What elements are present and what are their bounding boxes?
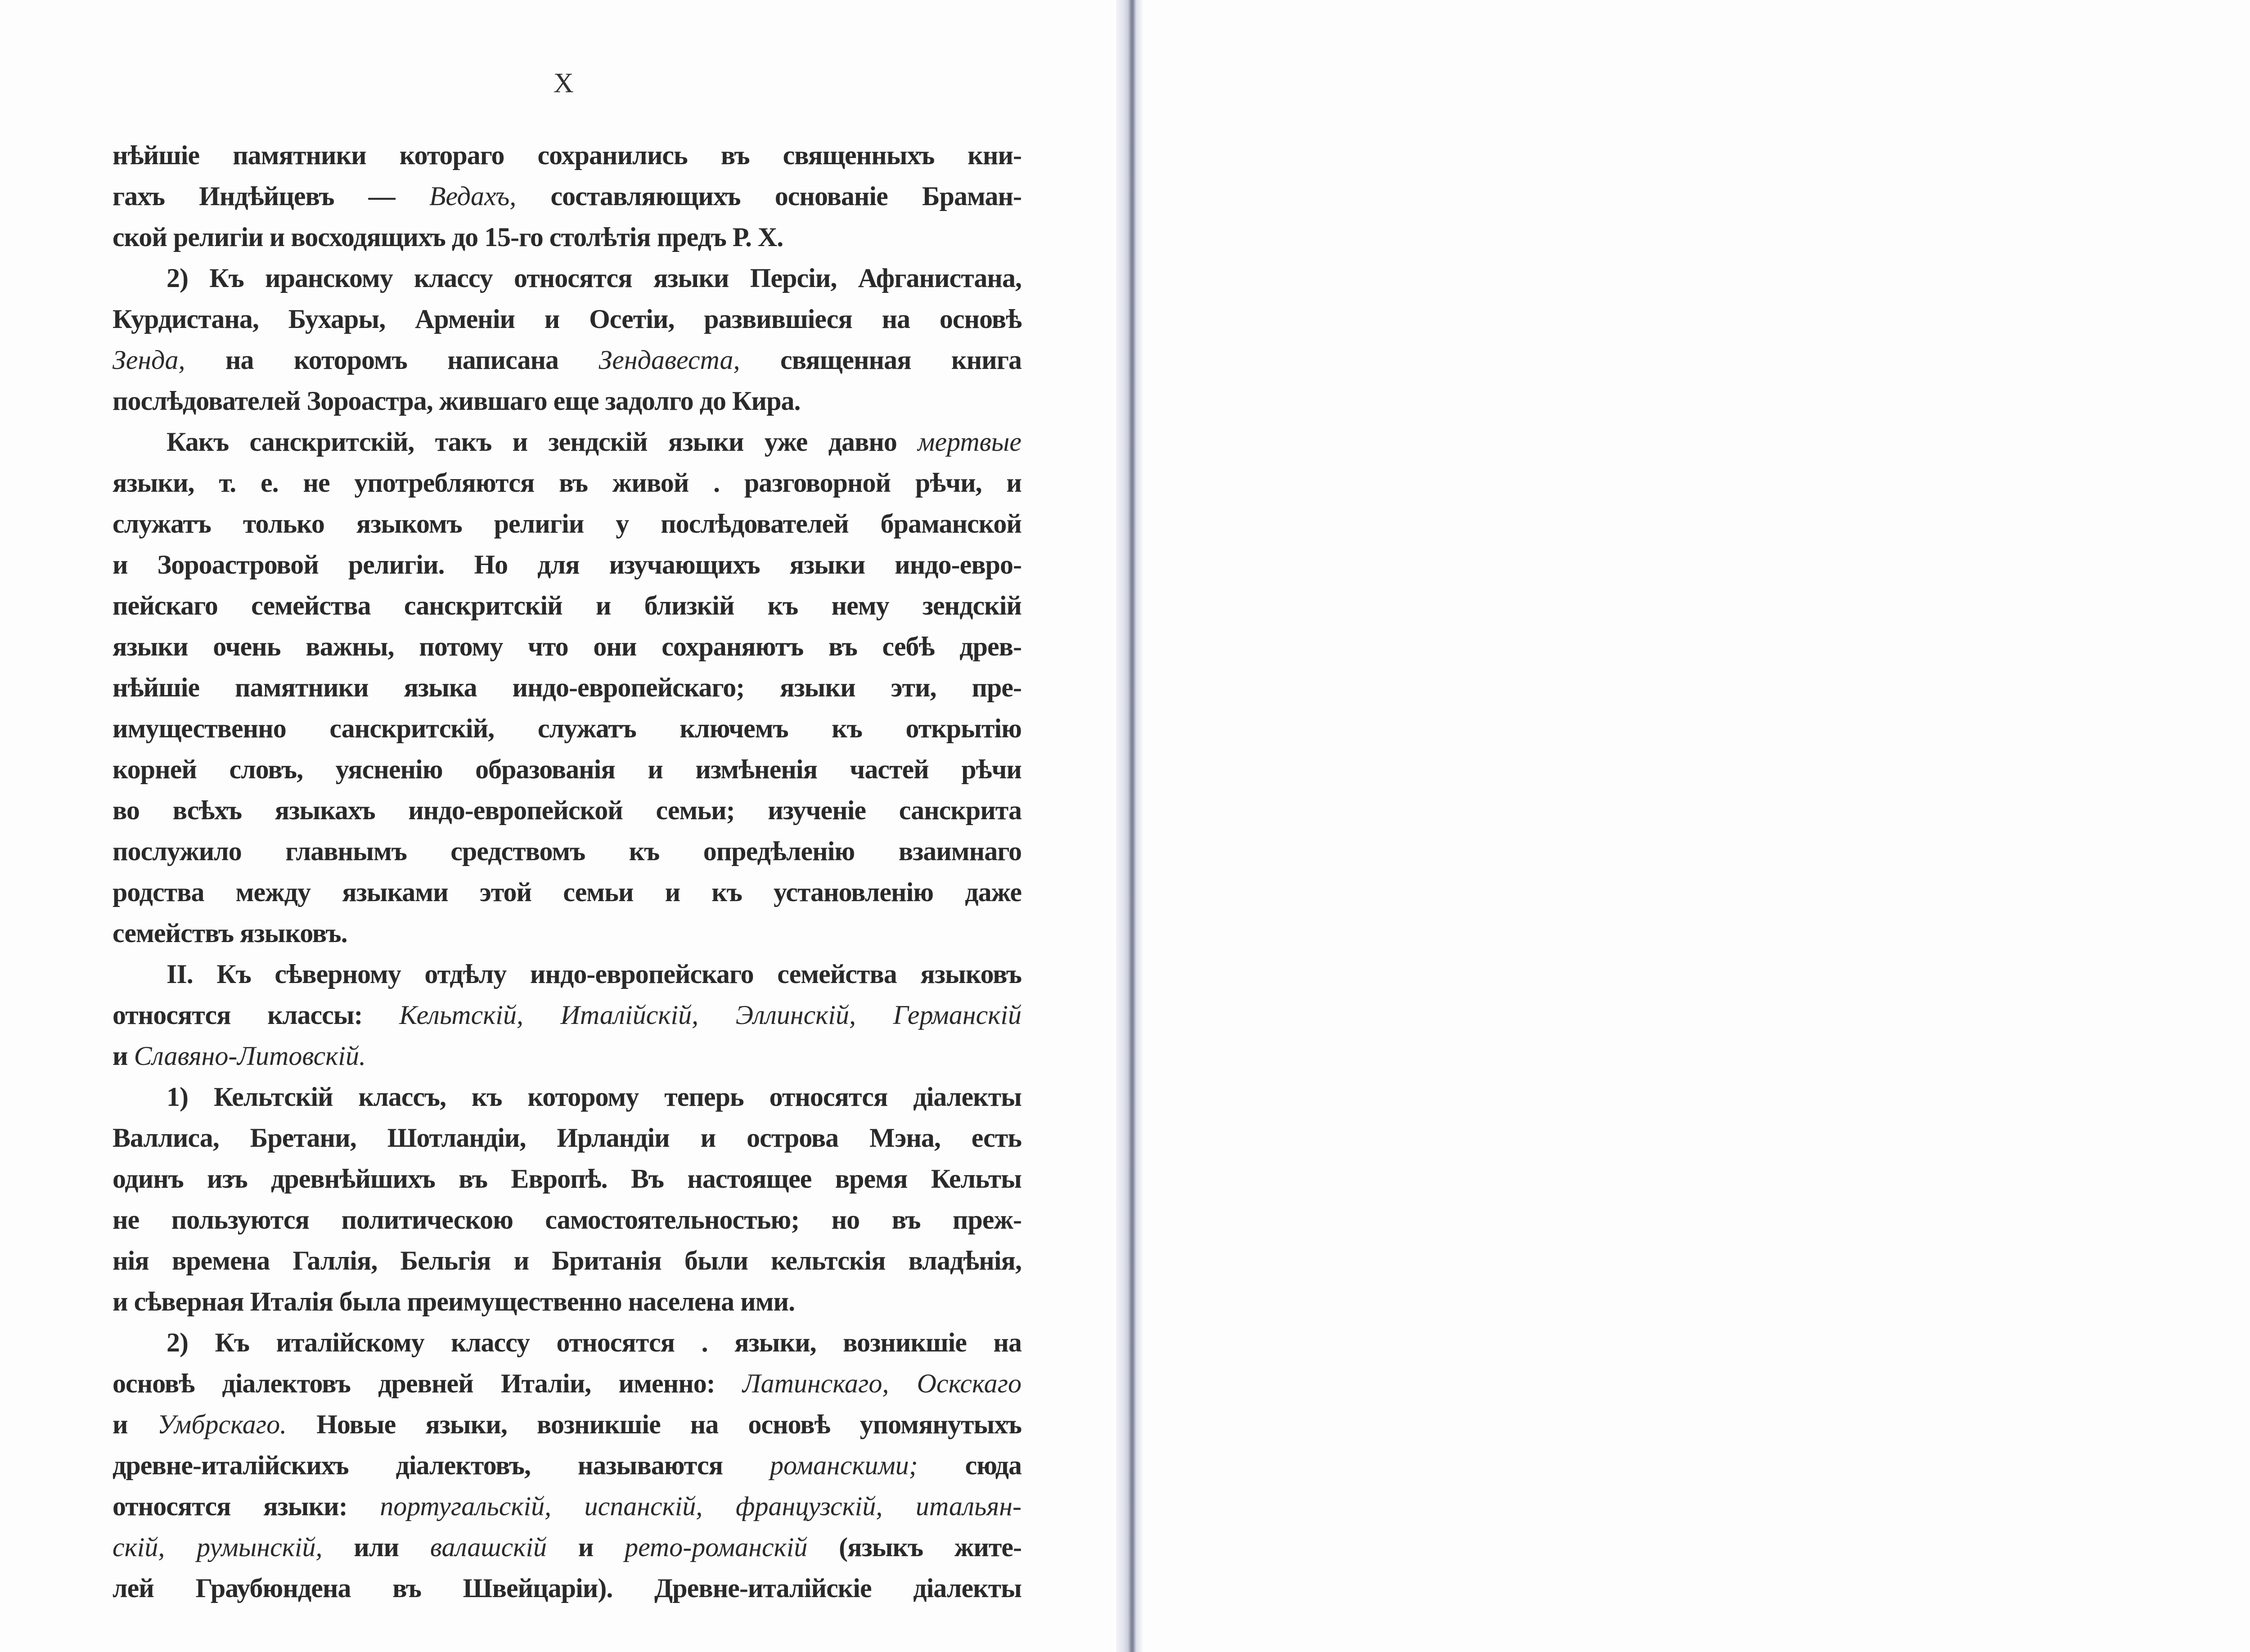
text-run: Валлиса, Бретани, Шотландіи, Ирландіи и острова Мэна, есть xyxy=(112,1123,1022,1153)
text-line-content xyxy=(112,1568,1022,1609)
text-line xyxy=(112,667,1022,708)
text-line-content xyxy=(112,790,1022,831)
text-run: или xyxy=(322,1532,430,1562)
text-line-content xyxy=(112,1445,1022,1486)
italic-term: португальскій, испанскій, французскій, итальян- xyxy=(380,1491,1022,1521)
text-run: Новые языки, возникшіе на основѣ упомянутыхъ xyxy=(287,1410,1022,1439)
text-line-content xyxy=(112,462,1022,503)
text-run: пейскаго семейства санскритскій и близкій къ нему зендскій xyxy=(112,591,1022,620)
text-line xyxy=(112,1527,1022,1568)
text-run: и xyxy=(112,1041,134,1071)
text-line-content xyxy=(112,135,1022,176)
text-line xyxy=(112,1036,1022,1077)
text-line xyxy=(112,135,1022,176)
text-line xyxy=(112,790,1022,831)
text-run: и Зороастровой религіи. Но для изучающихъ языки индо-евро- xyxy=(112,550,1022,579)
text-line-content xyxy=(112,585,1022,626)
text-line-content xyxy=(166,258,1022,299)
text-run: относятся языки: xyxy=(112,1491,380,1521)
italic-term: валашскій xyxy=(430,1532,547,1562)
text-line xyxy=(112,1445,1022,1486)
text-line-content xyxy=(112,1363,1022,1404)
text-line-content xyxy=(112,667,1022,708)
text-line xyxy=(112,1322,1022,1363)
text-line xyxy=(112,1568,1022,1609)
text-run: относятся классы: xyxy=(112,1000,400,1030)
text-line-content xyxy=(112,544,1022,585)
text-run: священная книга xyxy=(740,345,1022,375)
text-run: послѣдователей Зороастра, жившаго еще задолго до Кира. xyxy=(112,386,801,416)
text-line-content xyxy=(112,1281,1022,1322)
text-line xyxy=(112,1240,1022,1281)
text-run: и сѣверная Италія была преимущественно населена ими. xyxy=(112,1287,795,1316)
italic-term: Зендавеста, xyxy=(598,345,740,375)
text-line-content xyxy=(112,995,1022,1036)
text-run: семействъ языковъ. xyxy=(112,918,347,948)
italic-term: Латинскаго, Оскскаго xyxy=(742,1369,1022,1398)
text-line xyxy=(112,749,1022,790)
text-run: и xyxy=(547,1532,625,1562)
text-line-content xyxy=(166,422,1022,462)
text-line xyxy=(112,340,1022,381)
text-line-content xyxy=(112,176,1022,217)
text-run: гахъ Индѣйцевъ — xyxy=(112,181,429,211)
text-run: служатъ только языкомъ религіи у послѣдователей браманской xyxy=(112,509,1022,539)
text-line-content xyxy=(112,1527,1022,1568)
text-run: нѣйшіе памятники языка индо-европейскаго; языки эти, пре- xyxy=(112,673,1022,702)
italic-term: Умбрскаго. xyxy=(157,1410,287,1439)
text-run: не пользуются политическою самостоятельностью; но въ преж- xyxy=(112,1205,1022,1235)
text-line xyxy=(112,1281,1022,1322)
text-line-content xyxy=(112,1486,1022,1527)
italic-term: Ведахъ, xyxy=(429,181,517,211)
text-run: составляющихъ основаніе Браман- xyxy=(516,181,1022,211)
text-line xyxy=(112,258,1022,299)
text-run: и xyxy=(112,1410,158,1439)
text-line-content xyxy=(112,381,1022,422)
text-run: II. Къ сѣверному отдѣлу индо-европейскаго семейства языковъ xyxy=(166,959,1022,989)
text-line-content xyxy=(112,340,1022,381)
text-line xyxy=(112,708,1022,749)
italic-term: Славяно-Литовскій. xyxy=(134,1041,366,1071)
text-run: 2) Къ италійскому классу относятся . языки, возникшіе на xyxy=(166,1328,1022,1357)
italic-term: Зенда, xyxy=(112,345,185,375)
text-run: родства между языками этой семьи и къ установленію даже xyxy=(112,877,1022,907)
book-spine xyxy=(1116,0,1143,1652)
text-line xyxy=(112,585,1022,626)
text-line-content xyxy=(112,872,1022,913)
text-run: 2) Къ иранскому классу относятся языки Персіи, Афганистана, xyxy=(166,263,1022,293)
right-page xyxy=(1138,0,2250,1652)
text-line-content xyxy=(112,913,1022,954)
text-run: одинъ изъ древнѣйшихъ въ Европѣ. Въ настоящее время Кельты xyxy=(112,1164,1022,1194)
text-run: нія времена Галлія, Бельгія и Британія были кельтскія владѣнія, xyxy=(112,1246,1022,1275)
text-run: во всѣхъ языкахъ индо-европейской семьи; изученіе санскрита xyxy=(112,795,1022,825)
text-line-content xyxy=(112,1240,1022,1281)
text-line xyxy=(112,995,1022,1036)
text-line xyxy=(112,1486,1022,1527)
italic-term: романскими; xyxy=(770,1450,918,1480)
text-run: 1) Кельтскій классъ, къ которому теперь относятся діалекты xyxy=(166,1082,1022,1112)
italic-term: Кельтскій, Италійскій, Эллинскій, Германскій xyxy=(399,1000,1022,1030)
text-run: послужило главнымъ средствомъ къ опредѣленію взаимнаго xyxy=(112,836,1022,866)
text-line-content xyxy=(112,1036,1022,1077)
text-line xyxy=(112,1404,1022,1445)
text-line xyxy=(112,1363,1022,1404)
text-line xyxy=(112,1158,1022,1199)
text-line-content xyxy=(112,831,1022,872)
text-run: языки, т. е. не употребляются въ живой . разговорной рѣчи, и xyxy=(112,468,1022,498)
text-line xyxy=(112,176,1022,217)
text-line xyxy=(112,462,1022,503)
text-line-content xyxy=(166,1077,1022,1118)
text-run: языки очень важны, потому что они сохраняютъ въ себѣ древ- xyxy=(112,632,1022,661)
text-line xyxy=(112,1118,1022,1158)
text-line-content xyxy=(112,1118,1022,1158)
text-line-content xyxy=(112,217,1022,258)
text-run: сюда xyxy=(918,1450,1022,1480)
text-run: основѣ діалектовъ древней Италіи, именно: xyxy=(112,1369,743,1398)
text-line xyxy=(112,217,1022,258)
italic-term: скій, румынскій, xyxy=(112,1532,323,1562)
text-line-content xyxy=(112,626,1022,667)
text-line xyxy=(112,299,1022,340)
text-line xyxy=(112,1077,1022,1118)
text-line xyxy=(112,872,1022,913)
text-line xyxy=(112,626,1022,667)
text-line xyxy=(112,1199,1022,1240)
text-line-content xyxy=(112,503,1022,544)
text-line xyxy=(112,422,1022,462)
italic-term: рето-романскій xyxy=(625,1532,808,1562)
left-page-text xyxy=(112,135,1022,1609)
text-line-content xyxy=(112,749,1022,790)
italic-term: мертвые xyxy=(918,427,1022,457)
text-line-content xyxy=(112,1199,1022,1240)
text-line xyxy=(112,503,1022,544)
text-line xyxy=(112,544,1022,585)
text-line-content xyxy=(166,954,1022,995)
text-line-content xyxy=(112,1158,1022,1199)
text-run: Курдистана, Бухары, Арменіи и Осетіи, развившіеся на основѣ xyxy=(112,304,1022,334)
text-run: Какъ санскритскій, такъ и зендскій языки уже давно xyxy=(166,427,918,457)
text-run: ской религіи и восходящихъ до 15-го столѣтія предъ Р. X. xyxy=(112,222,783,252)
text-run: лей Граубюндена въ Швейцаріи). Древне-италійскіе діалекты xyxy=(112,1573,1022,1603)
text-run: (языкъ жите- xyxy=(807,1532,1022,1562)
text-line xyxy=(112,954,1022,995)
text-line-content xyxy=(112,708,1022,749)
text-line-content xyxy=(166,1322,1022,1363)
text-line xyxy=(112,913,1022,954)
text-run: нѣйшіе памятники котораго сохранились въ священныхъ кни- xyxy=(112,140,1022,170)
text-run: имущественно санскритскій, служатъ ключемъ къ открытію xyxy=(112,714,1022,743)
text-line xyxy=(112,381,1022,422)
text-run: корней словъ, уясненію образованія и измѣненія частей рѣчи xyxy=(112,754,1022,784)
text-run: на которомъ написана xyxy=(185,345,599,375)
text-line-content xyxy=(112,1404,1022,1445)
text-line xyxy=(112,831,1022,872)
text-line-content xyxy=(112,299,1022,340)
text-run: древне-италійскихъ діалектовъ, называются xyxy=(112,1450,770,1480)
page-number: X xyxy=(554,68,575,99)
left-page xyxy=(0,0,1120,1652)
